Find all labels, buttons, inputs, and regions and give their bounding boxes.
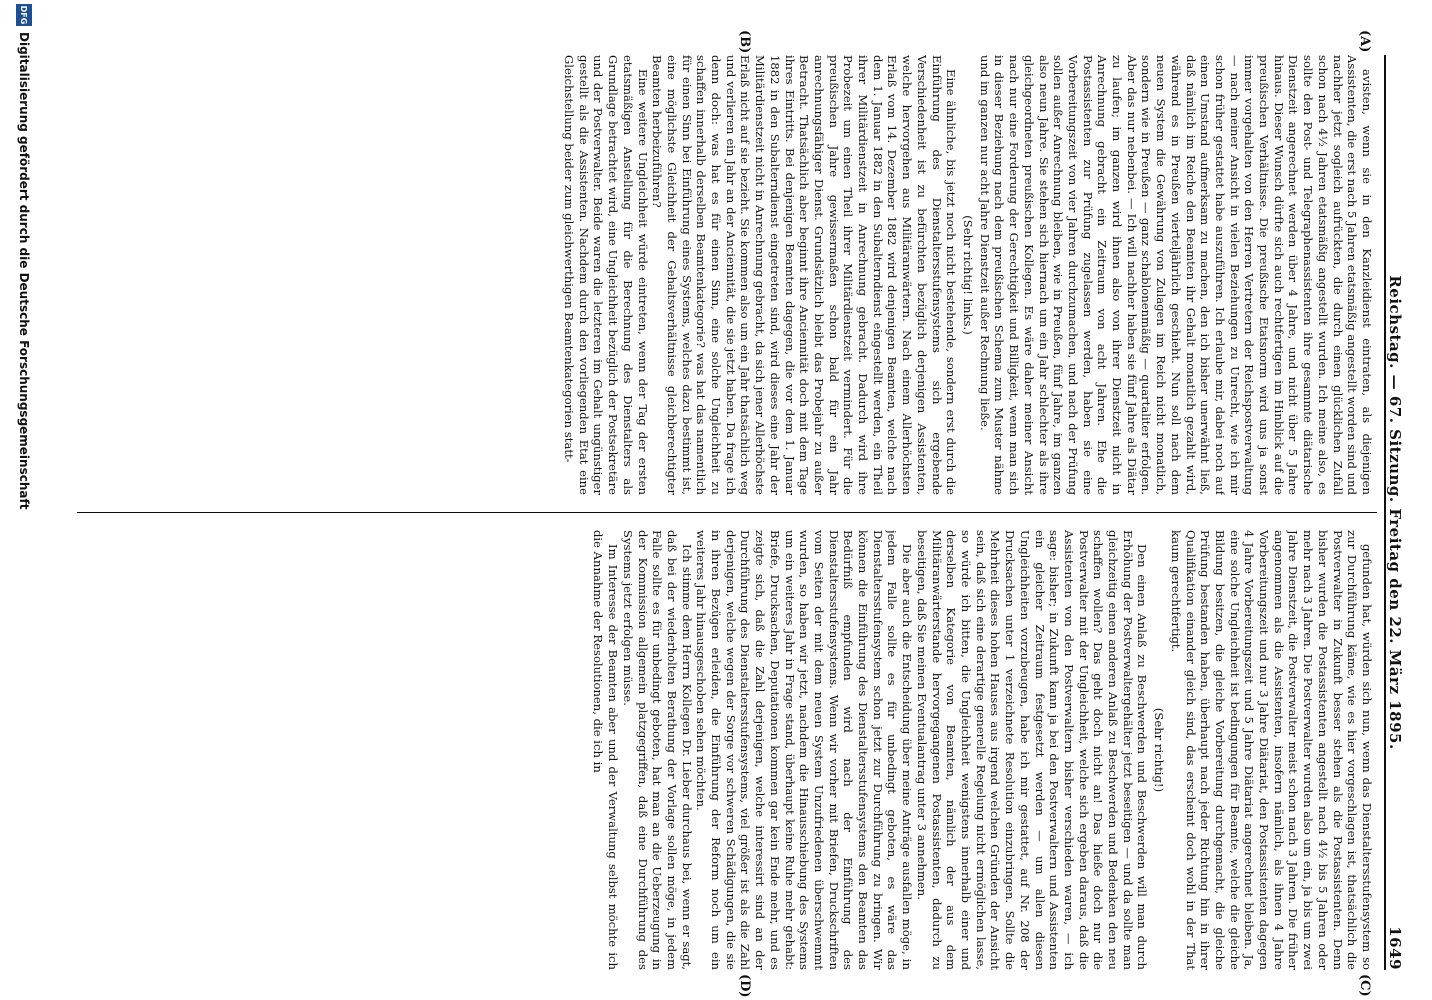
page-number: 1649: [1386, 926, 1404, 970]
margin-marker-c: (C): [1357, 974, 1372, 997]
margin-marker-b: (B): [737, 30, 752, 54]
credit-text: Digitalisierung gefördert durch die Deutsche Forschungsgemeinschaft: [17, 32, 31, 510]
paragraph: Ich stimme dem Herrn Kollegen Dr. Lieber durchaus bei, wenn er sagt, daß bei der wiederholten Berathung der Vorlage sollen möge, in jedem Falle sollte es für unbedingt geboten, hat man an die Ueberzeugung in der Kommission allgemein platzgegriffen, daß eine Durchführung des Systems jetzt erfolgen müsse.: [620, 530, 694, 970]
margin-marker-d: (D): [737, 974, 752, 998]
paragraph: Die aber auch die Entscheidung über meine Anträge ausfallen möge, in jedem Falle sollte es für unbedingt geboten, es wäre das Dienstaltersstufensystem schon jetzt zur Durchführung zu bringen. Wir können die Einführung des Dienstaltersstufensystems den Beamten das Bedürfniß empfunden wird nach der Einführung des Dienstaltersstufensystems. Wenn wir vorher mit Briefen, Druckschriften vom Seiten der mit dem neuen System Unzufriedenen überschwemmt wurden, so haben wir jetzt, nachdem die Hinausschiebung des Systems um ein weiteres Jahr in Frage stand, überhaupt keine Ruhe mehr gehabt: Briefe, Drucksachen, Deputationen kommen gar kein Ende mehr, und es zeigte sich, daß die Zahl derjenigen, welche interessirt sind an der Durchführung des Dienstaltersstufensystems, viel größer ist als die Zahl derjenigen, welche wegen der Sorge vor schweren Schädigungen, die sie in ihren Bezügen erleiden, die Einführung der Reform noch um ein weiteres Jahr hinausgeschoben sehen möchten.: [694, 530, 915, 970]
page-title: Reichstag. — 67. Sitzung. Freitag den 22. März 1895.: [1386, 275, 1404, 750]
column-divider: [77, 512, 1377, 513]
digitization-credit: [11, 4, 37, 999]
margin-marker-a: (A): [1357, 30, 1372, 53]
paragraph: Im Interesse der Beamten aber und der Verwaltung selbst möchte ich die Annahme der Resolutionen, die ich in: [591, 530, 621, 970]
paragraph: avisten, wenn sie in den Kanzleidienst eintraten, als diejenigen Assistenten, die erst nach 5 Jahren etatsmäßig angestellt worden sind und nachher jetzt sogleich aufrückten, die durch einen glücklichen Zufall schon nach 4½ Jahren etatsmäßig angestellt wurden. Ich meine also, es sollte den Post- und Telegraphenassistenten ihre gesammte diätarische Dienstzeit angerechnet werden über 4 Jahre, und nicht über 5 Jahre hinaus. Dieser Wunsch dürfte sich auch rechtfertigen im Hinblick auf die preußischen Verhältnisse. Die preußische Etatsnorm wird uns ja sonst immer vorgehalten von den Herren Vertretern der Reichspostverwaltung — nach meiner Ansicht in vielen Beziehungen zu Unrecht, wie ich mir schon früher gestattet habe auszuführen. Ich erlaube mir, dabei noch auf einen Umstand aufmerksam zu machen, den ich bisher unerwähnt ließ, daß nämlich im Reiche den Beamten ihr Gehalt monatlich gezahlt wird, während es in Preußen vierteljährlich geschieht. Nun soll nach dem neuen System die Gewährung von Zulagen im Reich nicht monatlich, sondern wie in Preußen — ganz schablonenmäßig — quartaliter erfolgen. Aber das nur nebenbei. — Ich will nachher haben sie fünf Jahre als Diätar zu laufen; im ganzen wird ihnen also von ihrer Dienstzeit nicht in Anrechnung gebracht ein Zeitraum von acht Jahren. Ehe die Postassistenten zur Prüfung zugelassen werden, haben sie eine Vorbereitungszeit von vier Jahren durchzumachen, und nach der Prüfung sollen außer Anrechnung bleiben, wie in Preußen, fünf Jahre, im ganzen also neun Jahre. Sie stehen sich hiernach um ein Jahr schlechter als ihre gleichgeordneten preußischen Kollegen. Es wäre daher meiner Ansicht nach nur eine Forderung der Gerechtigkeit und Billigkeit, wenn man sich in dieser Beziehung nach dem preußischen Schema zum Muster nähme und im ganzen nur acht Jahre Dienstzeit außer Rechnung ließe.: [977, 55, 1374, 495]
text-column-left: [84, 55, 1374, 495]
dfg-logo: DFG: [16, 4, 32, 26]
page-header: [1384, 55, 1422, 970]
text-column-right: [84, 530, 1374, 970]
interjection: (Sehr richtig!): [1152, 707, 1167, 793]
paragraph: Eine weitere Ungleichheit würde eintreten, wenn der Tag der ersten etatsmäßigen Anstellung für die Berechnung des Dienstalters als Grundlage betrachtet wird, eine Ungleichheit bezüglich der Postsekretäre und der Postverwalter. Beide waren die letzteren im Gehalt ungünstiger gestellt als die Assistenten. Nachdem durch den vorliegenden Etat eine Gleichstellung beider zum gleichwerthigen Beamtenkategorien statt-: [562, 55, 650, 495]
interjection: (Sehr richtig! links.): [961, 215, 976, 335]
paragraph: gefunden hat, würden sich nun, wenn das Dienstaltersstufensystem so zur Durchführung käme, wie es hier vorgeschlagen ist, thatsächlich die Postverwalter in Zukunft besser stehen als die Postassistenten. Denn bisher wurden die Postassistenten angestellt nach 4½ bis 5 Jahren oder mehr nach 3 Jahren. Die Postverwalter wurden also um ein, ja bis um zwei Jahre Dienstzeit, die Postverwalter meist schon nach 3 Jahren. Die früher angenommen als die Assistenten, insofern nämlich, als ihnen 4 Jahre Vorbereitungszeit und nur 3 Jahre Diätariat, den Postassistenten dagegen 4 Jahre Vorbereitungszeit und 5 Jahre Diätariat angerechnet bleiben. Ja, eine solche Ungleichheit ist bedingungen für Beamte, welche die gleiche Bildung besitzen, die gleiche Vorbereitung durchgemacht, die gleiche Prüfung bestanden haben, überhaupt nach jeder Richtung hin in ihrer Qualifikation einander gleich sind, das erscheint doch wohl in der That kaum gerechtfertigt.: [1168, 530, 1374, 970]
paragraph: Eine ähnliche, bis jetzt noch nicht bestehende, sondern erst durch die Einführung des Dienstaltersstufensystems sich ergebende Verschiedenheit ist zu befürchten bezüglich derjenigen Assistenten, welche hervorgehen aus Militäranwärtern. Nach einem Allerhöchsten Erlaß vom 14. Dezember 1882 wird denjenigen Beamten, welche nach dem 1. Januar 1882 in den Subalterndienst eingestellt werden, ein Theil ihrer Militärdienstzeit in Anrechnung gebracht. Dadurch wird ihre Probezeit um einen Theil ihrer Militärdienstzeit vermindert. Für die preußischen Jahre gewissermaßen schon bald für ein Jahr anrechnungsfähiger Dienst. Grundsätzlich bleibt das Probejahr zu außer Betracht. Thatsächlich aber beginnt ihre Anciennität doch mit dem Tage ihres Eintritts. Bei denjenigen Beamten dagegen, die vor dem 1. Januar 1882 in den Subalterndienst eingetreten sind, wird dieses eine Jahr der Militärdienstzeit nicht in Anrechnung gebracht, da sich jener Allerhöchste Erlaß nicht auf sie bezieht. Sie kommen also um ein Jahr thatsächlich weg und verlieren ein Jahr an der Anciennität, die sie jetzt haben. Da frage ich denn doch: was hat es für einen Sinn, eine solche Ungleichheit zu schaffen innerhalb derselben Beamtenkategorie? was hat das namentlich für einen Sinn bei Einführung eines Systems, welches dazu bestimmt ist, eine möglichste Gleichheit der Gehaltsverhältnisse gleichberechtigter Beamten herbeizuführen?: [650, 55, 959, 495]
paragraph: Den einen Anlaß zu Beschwerden und Beschwerden will man durch Erhöhung der Postverwaltergehälter jetzt beseitigen — und da sollte man gleichzeitig einen anderen Anlaß zu Beschwerden und Bedenken den neu schaffen wollen? Das geht doch nicht an! Das hieße doch nur die Postverwalter mit der Ungleichheit, welche sich ergeben daraus, daß die Assistenten von den Postverwaltern bisher verschieden waren, — ich sage: bisher; in Zukunft kann ja bei den Postverwaltern und Assistenten ein gleicher Zeitraum festgesetzt werden — um allen diesen Ungleichheiten vorzubeugen, habe ich mir gestattet, auf Nr. 208 der Drucksachen unter 1 verzeichnete Resolution einzubringen. Sollte die Mehrheit dieses hohen Hauses aus irgend welchen Gründen der Ansicht sein, daß sich eine derartige generelle Regelung nicht ermöglichen lasse, so würde ich bitten, die Ungleichheit wenigstens innerhalb einer und derselben Kategorie von Beamten, nämlich der aus dem Militäranwärterstande hervorgegangenen Postassistenten, dadurch zu beseitigen, daß Sie meinen Eventualantrag unter 3 annehmen.: [914, 530, 1150, 970]
